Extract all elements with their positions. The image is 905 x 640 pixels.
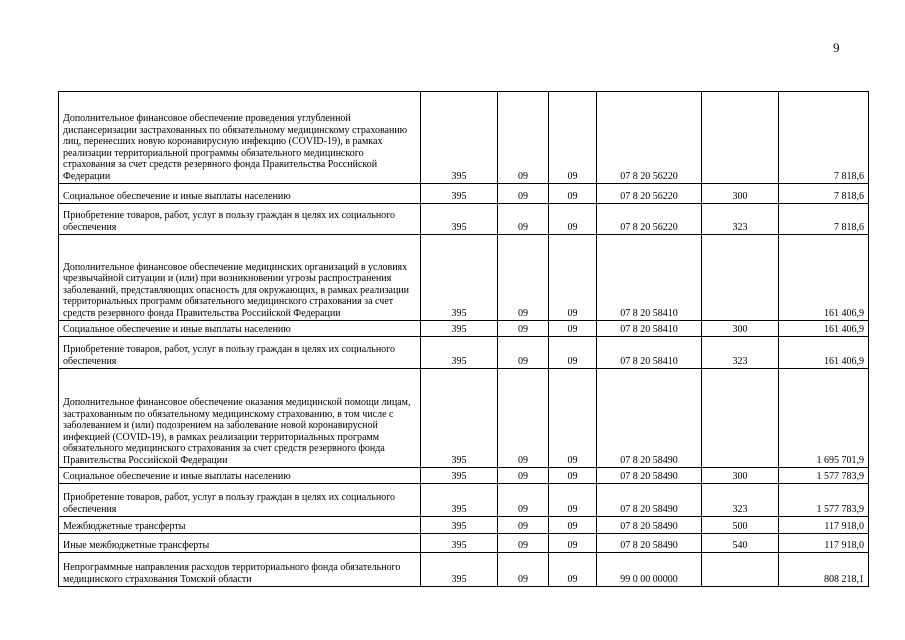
glava-cell: 395 [421, 235, 498, 321]
table-row [59, 468, 869, 484]
row-name-cell: Социальное обеспечение и иные выплаты населению [59, 321, 421, 337]
row-name-cell: Приобретение товаров, работ, услуг в пользу граждан в целях их социального обеспечения [59, 337, 421, 369]
table-row [59, 184, 869, 204]
target-article-cell: 07 8 20 58490 [597, 534, 702, 553]
budget-table [58, 91, 869, 587]
glava-cell: 395 [421, 92, 498, 184]
razdel-cell: 09 [498, 517, 549, 534]
target-article-cell: 07 8 20 58490 [597, 369, 702, 468]
amount-cell: 1 695 701,9 [779, 369, 869, 468]
target-article-cell: 07 8 20 56220 [597, 184, 702, 204]
row-name-cell: Дополнительное финансовое обеспечение проведения углубленной диспансеризации застрахованных по обязательному медицинскому страхованию лиц, перенесших новую коронавирусную инфекцию (COVID-19), в рамках реализации территориальной программы обязательного медицинского страхования за счет средств резервного фонда Правительства Российской Федерации [59, 92, 421, 184]
amount-cell: 808 218,1 [779, 553, 869, 587]
glava-cell: 395 [421, 204, 498, 235]
target-article-cell: 07 8 20 56220 [597, 92, 702, 184]
row-name-cell: Межбюджетные трансферты [59, 517, 421, 534]
razdel-cell: 09 [498, 321, 549, 337]
amount-cell: 1 577 783,9 [779, 468, 869, 484]
amount-cell: 117 918,0 [779, 534, 869, 553]
expense-type-cell: 300 [702, 184, 779, 204]
glava-cell: 395 [421, 369, 498, 468]
amount-cell: 161 406,9 [779, 321, 869, 337]
target-article-cell: 07 8 20 58410 [597, 337, 702, 369]
expense-type-cell: 540 [702, 534, 779, 553]
razdel-cell: 09 [498, 235, 549, 321]
row-name-cell: Дополнительное финансовое обеспечение оказания медицинской помощи лицам, застрахованным по обязательному медицинскому страхованию, в том числе с заболеванием и (или) подозрением на заболевание новой коронавирусной инфекцией (COVID-19), в рамках реализации территориальных программ обязательного медицинского страхования за счет средств резервного фонда Правительства Российской Федерации [59, 369, 421, 468]
table-row [59, 337, 869, 369]
expense-type-cell: 500 [702, 517, 779, 534]
razdel-cell: 09 [498, 553, 549, 587]
podrazdel-cell: 09 [549, 184, 597, 204]
table-row [59, 484, 869, 517]
razdel-cell: 09 [498, 484, 549, 517]
row-name-cell: Социальное обеспечение и иные выплаты населению [59, 184, 421, 204]
table-row [59, 534, 869, 553]
row-name-cell: Приобретение товаров, работ, услуг в пользу граждан в целях их социального обеспечения [59, 204, 421, 235]
table-row [59, 235, 869, 321]
amount-cell: 161 406,9 [779, 337, 869, 369]
target-article-cell: 99 0 00 00000 [597, 553, 702, 587]
expense-type-cell: 323 [702, 337, 779, 369]
razdel-cell: 09 [498, 92, 549, 184]
glava-cell: 395 [421, 468, 498, 484]
razdel-cell: 09 [498, 204, 549, 235]
podrazdel-cell: 09 [549, 517, 597, 534]
table-row [59, 369, 869, 468]
expense-type-cell [702, 369, 779, 468]
glava-cell: 395 [421, 484, 498, 517]
expense-type-cell: 300 [702, 321, 779, 337]
razdel-cell: 09 [498, 184, 549, 204]
expense-type-cell [702, 235, 779, 321]
glava-cell: 395 [421, 553, 498, 587]
target-article-cell: 07 8 20 58490 [597, 517, 702, 534]
table-row [59, 321, 869, 337]
row-name-cell: Приобретение товаров, работ, услуг в пользу граждан в целях их социального обеспечения [59, 484, 421, 517]
table-row [59, 204, 869, 235]
razdel-cell: 09 [498, 337, 549, 369]
glava-cell: 395 [421, 517, 498, 534]
row-name-cell: Непрограммные направления расходов территориального фонда обязательного медицинского страхования Томской области [59, 553, 421, 587]
podrazdel-cell: 09 [549, 92, 597, 184]
podrazdel-cell: 09 [549, 534, 597, 553]
amount-cell: 117 918,0 [779, 517, 869, 534]
page-number: 9 [833, 40, 840, 55]
podrazdel-cell: 09 [549, 337, 597, 369]
glava-cell: 395 [421, 337, 498, 369]
expense-type-cell: 323 [702, 204, 779, 235]
expense-type-cell [702, 92, 779, 184]
glava-cell: 395 [421, 321, 498, 337]
razdel-cell: 09 [498, 369, 549, 468]
table-row [59, 517, 869, 534]
expense-type-cell [702, 553, 779, 587]
glava-cell: 395 [421, 534, 498, 553]
target-article-cell: 07 8 20 58410 [597, 235, 702, 321]
amount-cell: 7 818,6 [779, 92, 869, 184]
table-row [59, 553, 869, 587]
amount-cell: 7 818,6 [779, 204, 869, 235]
podrazdel-cell: 09 [549, 369, 597, 468]
target-article-cell: 07 8 20 58410 [597, 321, 702, 337]
row-name-cell: Социальное обеспечение и иные выплаты населению [59, 468, 421, 484]
podrazdel-cell: 09 [549, 321, 597, 337]
razdel-cell: 09 [498, 534, 549, 553]
expense-type-cell: 323 [702, 484, 779, 517]
razdel-cell: 09 [498, 468, 549, 484]
podrazdel-cell: 09 [549, 204, 597, 235]
target-article-cell: 07 8 20 56220 [597, 204, 702, 235]
target-article-cell: 07 8 20 58490 [597, 484, 702, 517]
glava-cell: 395 [421, 184, 498, 204]
podrazdel-cell: 09 [549, 468, 597, 484]
podrazdel-cell: 09 [549, 484, 597, 517]
expense-type-cell: 300 [702, 468, 779, 484]
amount-cell: 161 406,9 [779, 235, 869, 321]
row-name-cell: Дополнительное финансовое обеспечение медицинских организаций в условиях чрезвычайной ситуации и (или) при возникновении угрозы распространения заболеваний, представляющих опасность для окружающих, в рамках реализации территориальных программ обязательного медицинского страхования за счет средств резервного фонда Правительства Российской Федерации [59, 235, 421, 321]
row-name-cell: Иные межбюджетные трансферты [59, 534, 421, 553]
podrazdel-cell: 09 [549, 553, 597, 587]
amount-cell: 1 577 783,9 [779, 484, 869, 517]
amount-cell: 7 818,6 [779, 184, 869, 204]
target-article-cell: 07 8 20 58490 [597, 468, 702, 484]
table-row [59, 92, 869, 184]
podrazdel-cell: 09 [549, 235, 597, 321]
